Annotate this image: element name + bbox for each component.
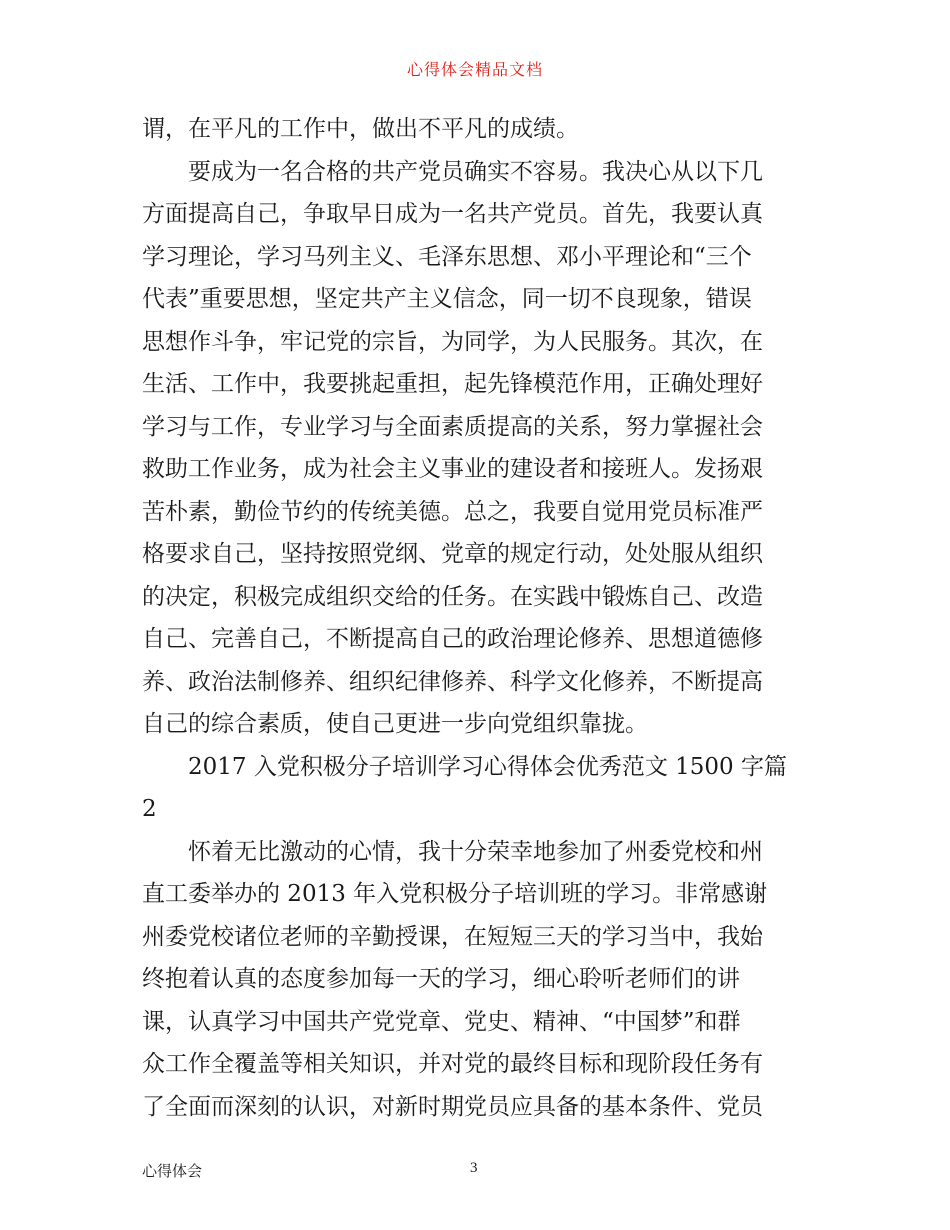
text-line: 代表”重要思想，坚定共产主义信念，同一切不良现象，错误 — [142, 286, 752, 312]
text-line: 学习理论，学习马列主义、毛泽东思想、邓小平理论和“三个 — [142, 243, 752, 270]
text-line: 课，认真学习中国共产党党章、党史、精神、“中国梦”和群 — [142, 1008, 741, 1035]
text-line: 谓，在平凡的工作中，做出不平凡的成绩。 — [142, 116, 579, 142]
text-line: 众工作全覆盖等相关知识，并对党的最终目标和现阶段任务有 — [142, 1051, 763, 1077]
text-line: 方面提高自己，争取早日成为一名共产党员。首先，我要认真 — [142, 201, 763, 227]
document-header-title: 心得体会精品文档 — [406, 60, 543, 79]
text-line: 自己、完善自己，不断提高自己的政治理论修养、思想道德修 — [142, 626, 763, 652]
text-line: 思想作斗争，牢记党的宗旨，为同学，为人民服务。其次，在 — [142, 328, 763, 355]
text-line: 州委党校诸位老师的辛勤授课，在短短三天的学习当中，我始 — [142, 923, 763, 950]
text-line: 要成为一名合格的共产党员确实不容易。我决心从以下几 — [188, 158, 763, 185]
text-line: 直工委举办的 2013 年入党积极分子培训班的学习。非常感谢 — [142, 881, 768, 907]
text-line: 终抱着认真的态度参加每一天的学习，细心聆听老师们的讲 — [142, 966, 740, 992]
text-line: 学习与工作，专业学习与全面素质提高的关系，努力掌握社会 — [142, 413, 763, 440]
document-body — [142, 108, 810, 1128]
text-line: 的决定，积极完成组织交给的任务。在实践中锻炼自己、改造 — [142, 583, 763, 610]
footer-label: 心得体会 — [142, 1162, 203, 1180]
section-heading: 2017 入党积极分子培训学习心得体会优秀范文 1500 字篇 — [188, 753, 787, 780]
section-heading-continuation: 2 — [142, 796, 157, 822]
text-line: 救助工作业务，成为社会主义事业的建设者和接班人。发扬艰 — [142, 456, 763, 482]
text-line: 了全面而深刻的认识，对新时期党员应具备的基本条件、党员 — [142, 1093, 763, 1120]
text-line: 格要求自己，坚持按照党纲、党章的规定行动，处处服从组织 — [142, 541, 763, 567]
text-line: 怀着无比激动的心情，我十分荣幸地参加了州委党校和州 — [188, 838, 763, 865]
text-line: 自己的综合素质，使自己更进一步向党组织靠拢。 — [142, 711, 648, 737]
page-number: 3 — [470, 1160, 478, 1176]
text-line: 养、政治法制修养、组织纪律修养、科学文化修养，不断提高 — [142, 668, 763, 695]
text-line: 生活、工作中，我要挑起重担，起先锋模范作用，正确处理好 — [142, 371, 763, 397]
text-line: 苦朴素，勤俭节约的传统美德。总之，我要自觉用党员标准严 — [142, 498, 763, 525]
